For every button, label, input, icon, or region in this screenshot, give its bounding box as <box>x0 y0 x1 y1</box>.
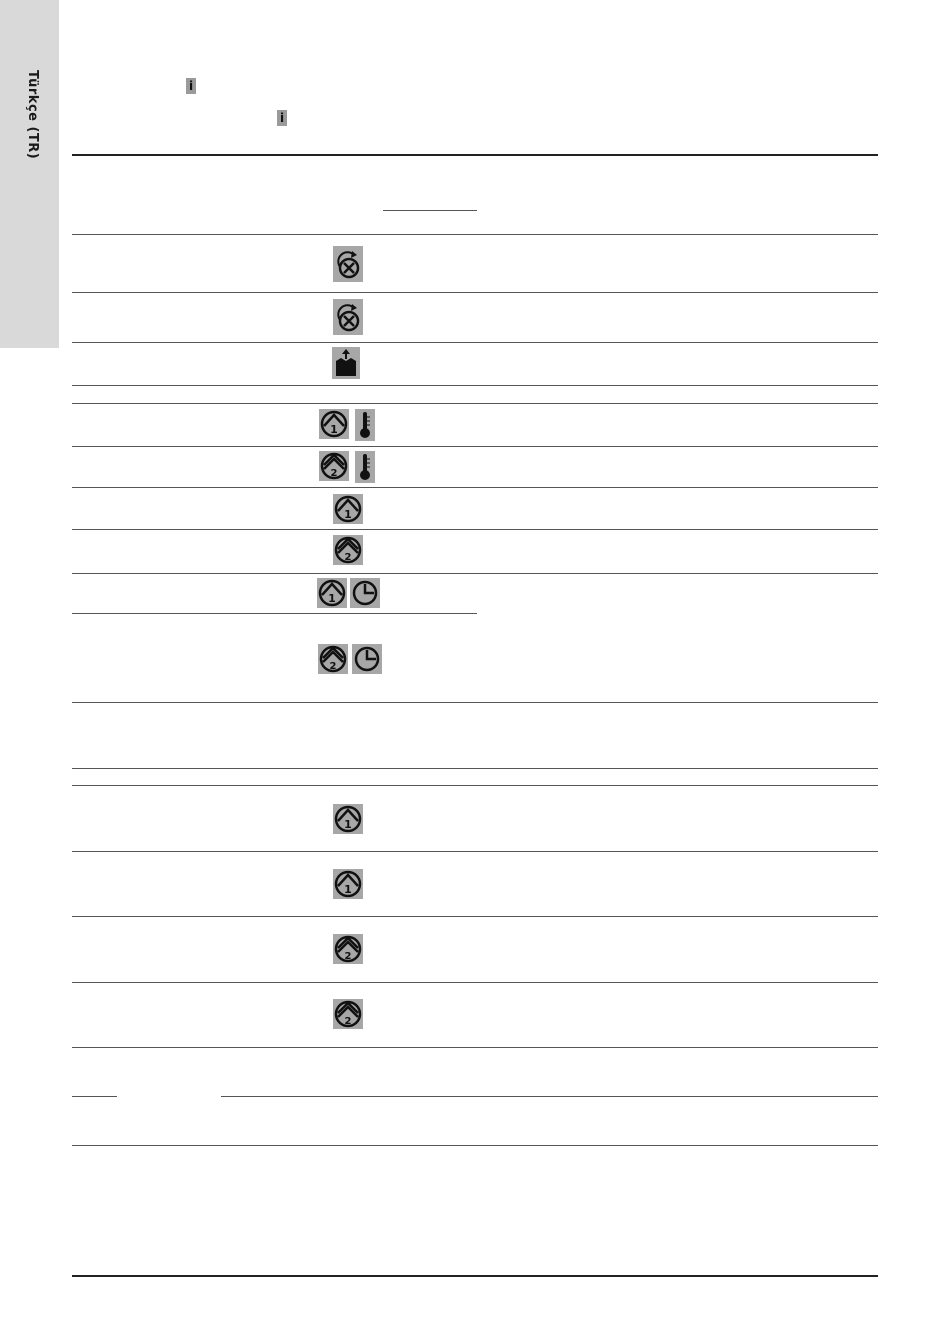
table-row-divider <box>72 446 878 447</box>
pump-1-icon <box>319 409 349 439</box>
svg-text:1: 1 <box>344 818 352 831</box>
info-icon: i <box>277 110 287 126</box>
table-row-divider <box>72 385 878 386</box>
header-underline <box>383 210 477 211</box>
table-row-divider <box>72 1145 878 1146</box>
pump-stop-icon <box>333 299 363 335</box>
table-top-rule <box>72 154 878 156</box>
clock-icon <box>352 644 382 674</box>
table-row-divider <box>72 487 878 488</box>
svg-text:2: 2 <box>344 1016 352 1027</box>
pump-2-icon <box>333 535 363 565</box>
table-row-divider <box>72 234 878 235</box>
pump-1-icon <box>333 804 363 834</box>
table-row-divider <box>221 1096 878 1097</box>
pump-2-icon <box>319 451 349 481</box>
svg-text:2: 2 <box>344 552 352 563</box>
svg-text:1: 1 <box>344 508 352 521</box>
svg-text:1: 1 <box>328 592 336 605</box>
pump-2-icon <box>318 644 348 674</box>
clock-icon <box>350 578 380 608</box>
table-row-divider <box>72 403 878 404</box>
tank-level-icon <box>332 347 360 379</box>
pump-1-icon <box>333 869 363 899</box>
pump-2-icon <box>333 999 363 1029</box>
pump-2-icon <box>333 934 363 964</box>
thermometer-icon <box>355 409 375 441</box>
pump-1-icon <box>333 494 363 524</box>
svg-text:2: 2 <box>330 468 338 479</box>
table-row-divider <box>72 573 878 574</box>
thermometer-icon <box>355 451 375 483</box>
table-row-divider <box>72 768 878 769</box>
svg-text:1: 1 <box>330 423 338 436</box>
svg-text:1: 1 <box>344 883 352 896</box>
language-side-tab <box>0 0 59 348</box>
svg-text:2: 2 <box>329 661 337 672</box>
table-row-divider <box>72 785 878 786</box>
table-row-divider <box>72 916 878 917</box>
page-bottom-rule <box>72 1275 878 1277</box>
table-row-divider <box>72 529 878 530</box>
table-row-divider <box>72 702 878 703</box>
pump-stop-icon <box>333 246 363 282</box>
table-row-divider <box>72 1047 878 1048</box>
svg-text:2: 2 <box>344 951 352 962</box>
language-tab-label: Türkçe (TR) <box>25 70 40 160</box>
table-row-divider <box>72 982 878 983</box>
table-row-divider <box>72 1096 117 1097</box>
info-icon: i <box>186 78 196 94</box>
table-row-divider <box>72 292 878 293</box>
table-row-divider <box>72 851 878 852</box>
table-row-divider <box>72 342 878 343</box>
table-row-divider <box>72 613 477 614</box>
pump-1-icon <box>317 578 347 608</box>
